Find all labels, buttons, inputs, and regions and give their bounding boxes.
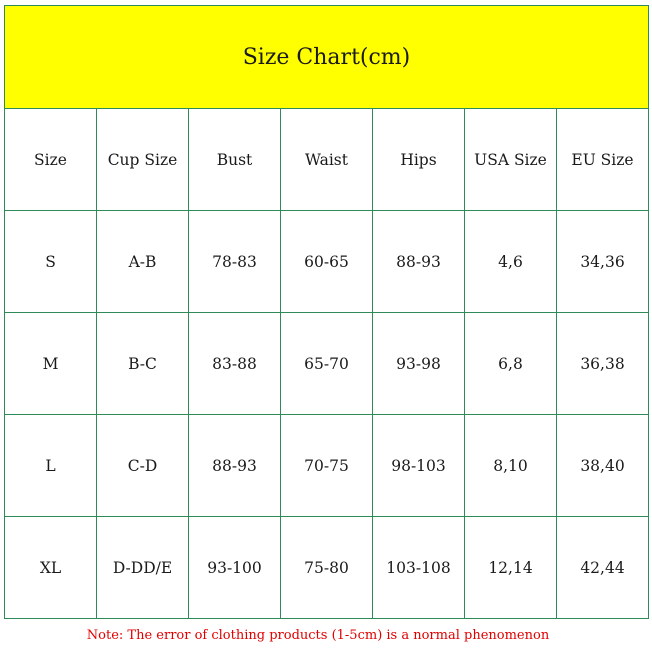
cell-size: S (5, 211, 97, 313)
cell-eu-size: 38,40 (557, 415, 649, 517)
cell-cup-size: C-D (97, 415, 189, 517)
cell-eu-size: 34,36 (557, 211, 649, 313)
column-header-hips: Hips (373, 109, 465, 211)
cell-size: M (5, 313, 97, 415)
table-row (5, 517, 649, 619)
column-header-cup-size: Cup Size (97, 109, 189, 211)
column-header-size: Size (5, 109, 97, 211)
cell-bust: 83-88 (189, 313, 281, 415)
cell-cup-size: D-DD/E (97, 517, 189, 619)
table-row (5, 415, 649, 517)
cell-hips: 93-98 (373, 313, 465, 415)
header-row (5, 109, 649, 211)
table-row (5, 211, 649, 313)
cell-eu-size: 36,38 (557, 313, 649, 415)
cell-usa-size: 4,6 (465, 211, 557, 313)
cell-usa-size: 12,14 (465, 517, 557, 619)
cell-usa-size: 8,10 (465, 415, 557, 517)
table-row (5, 313, 649, 415)
size-chart-body (5, 6, 649, 619)
cell-cup-size: B-C (97, 313, 189, 415)
cell-bust: 78-83 (189, 211, 281, 313)
cell-hips: 88-93 (373, 211, 465, 313)
column-header-usa-size: USA Size (465, 109, 557, 211)
cell-waist: 70-75 (281, 415, 373, 517)
cell-eu-size: 42,44 (557, 517, 649, 619)
column-header-eu-size: EU Size (557, 109, 649, 211)
cell-bust: 88-93 (189, 415, 281, 517)
cell-hips: 103-108 (373, 517, 465, 619)
cell-bust: 93-100 (189, 517, 281, 619)
chart-title: Size Chart(cm) (5, 6, 649, 109)
column-header-waist: Waist (281, 109, 373, 211)
cell-usa-size: 6,8 (465, 313, 557, 415)
column-header-bust: Bust (189, 109, 281, 211)
size-chart-table (4, 5, 649, 619)
cell-size: XL (5, 517, 97, 619)
cell-hips: 98-103 (373, 415, 465, 517)
cell-waist: 65-70 (281, 313, 373, 415)
title-row (5, 6, 649, 109)
cell-size: L (5, 415, 97, 517)
cell-waist: 60-65 (281, 211, 373, 313)
error-note: Note: The error of clothing products (1-5cm) is a normal phenomenon (86, 628, 550, 643)
cell-waist: 75-80 (281, 517, 373, 619)
cell-cup-size: A-B (97, 211, 189, 313)
